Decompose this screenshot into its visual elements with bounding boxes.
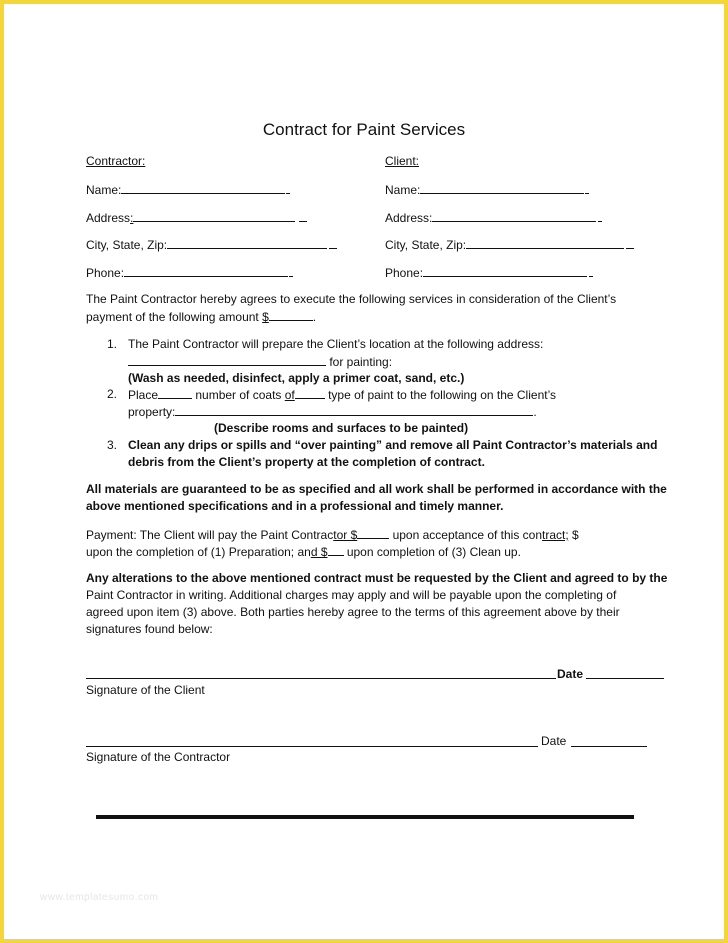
item-2-line-2: property: . — [128, 405, 537, 419]
payment-text-e: $ — [568, 528, 579, 542]
contractor-address-blank[interactable] — [133, 210, 295, 222]
item-1-line-1: The Paint Contractor will prepare the Client’s location at the following address: — [128, 337, 544, 351]
contractor-address-label: Address — [86, 211, 131, 225]
intro-period: . — [312, 310, 317, 324]
contractor-phone-label: Phone: — [86, 266, 125, 280]
contractor-signature-line[interactable] — [86, 746, 538, 747]
payment-text-g: d $ — [310, 545, 328, 559]
item-2-of: of — [284, 388, 295, 402]
client-address-label: Address: — [385, 211, 433, 225]
intro-line-1: The Paint Contractor hereby agrees to execute the following services in consideration of the Client’s — [86, 292, 617, 306]
intro-amount-blank[interactable] — [269, 309, 313, 321]
item-2-number: 2. — [107, 387, 118, 401]
item-2-place-blank[interactable] — [158, 387, 192, 399]
guarantee-line-1: All materials are guaranteed to be as specified and all work shall be performed in accordance with the — [86, 482, 667, 496]
contractor-city-label: City, State, Zip: — [86, 238, 168, 252]
contractor-heading: Contractor: — [86, 154, 146, 168]
client-city-blank[interactable] — [466, 237, 624, 249]
item-1-line-2 — [128, 354, 392, 370]
client-phone-field[interactable] — [385, 265, 593, 281]
client-phone-label: Phone: — [385, 266, 424, 280]
client-phone-blank[interactable] — [423, 265, 587, 277]
bottom-rule — [96, 815, 634, 819]
client-signature-label: Signature of the Client — [86, 683, 205, 697]
payment-text-c: upon acceptance of this con — [389, 528, 543, 542]
guarantee-line-2: above mentioned specifications and in a professional and timely manner. — [86, 499, 504, 513]
payment-line-2 — [86, 544, 521, 560]
intro-amount-text: payment of the following amount — [86, 310, 263, 324]
alterations-line-4: signatures found below: — [86, 622, 213, 636]
contractor-phone-field[interactable] — [86, 265, 293, 281]
item-3-line-2: debris from the Client’s property at the completion of contract. — [128, 455, 485, 469]
client-name-label: Name: — [385, 183, 421, 197]
payment-text-a: Payment: The Client will pay the Paint Contrac — [86, 528, 334, 542]
item-2-coats-blank[interactable] — [295, 387, 325, 399]
item-2-line-1 — [128, 387, 556, 403]
item-2-place: Place — [128, 388, 159, 402]
contractor-date-line[interactable] — [571, 746, 647, 747]
client-city-label: City, State, Zip: — [385, 238, 467, 252]
item-2-property-blank[interactable] — [175, 404, 533, 416]
client-city-field[interactable] — [385, 237, 634, 253]
item-1-for-painting: for painting: — [326, 355, 393, 369]
item-2-line-3: (Describe rooms and surfaces to be painted) — [214, 421, 469, 435]
alterations-line-2: Paint Contractor in writing. Additional charges may apply and will be payable upon the completing of — [86, 588, 617, 602]
client-date-label: Date — [557, 667, 584, 681]
contractor-name-label: Name: — [86, 183, 122, 197]
item-3-line-1: Clean any drips or spills and “over painting” and remove all Paint Contractor’s materials and — [128, 438, 658, 452]
client-date-line[interactable] — [586, 678, 664, 679]
document-title: Contract for Paint Services — [262, 120, 466, 139]
alterations-line-3: agreed upon item (3) above. Both parties hereby agree to the terms of this agreement above by their — [86, 605, 620, 619]
contractor-name-field[interactable] — [86, 182, 290, 198]
item-2-type-of-paint: type of paint to the following on the Client’s — [324, 388, 557, 402]
watermark: www.templatesumo.com — [40, 892, 159, 903]
item-1-line-3: (Wash as needed, disinfect, apply a primer coat, sand, etc.) — [128, 371, 465, 385]
contractor-name-blank[interactable] — [121, 182, 285, 194]
item-2-number-of-coats: number of coats — [192, 388, 285, 402]
contractor-address-colon: : — [130, 211, 134, 225]
payment-line-1 — [86, 527, 579, 543]
payment-text-d: tract; — [542, 528, 569, 542]
contractor-phone-blank[interactable] — [124, 265, 288, 277]
item-1-number: 1. — [107, 337, 118, 351]
payment-preparation-blank[interactable] — [328, 544, 344, 556]
payment-text-h: upon completion of (3) Clean up. — [343, 545, 521, 559]
contractor-date-label: Date — [541, 734, 567, 748]
payment-text-b: tor $ — [333, 528, 358, 542]
contractor-address-field[interactable] — [86, 210, 307, 226]
client-name-field[interactable] — [385, 182, 589, 198]
contractor-city-field[interactable] — [86, 237, 337, 253]
client-address-blank[interactable] — [432, 210, 596, 222]
contractor-signature-label: Signature of the Contractor — [86, 750, 231, 764]
client-address-field[interactable] — [385, 210, 602, 226]
item-2-property-label: property: — [128, 405, 176, 419]
item-1-address-blank[interactable] — [128, 354, 326, 366]
intro-dollar-sign: $ — [262, 310, 269, 324]
payment-acceptance-blank[interactable] — [357, 527, 389, 539]
client-heading: Client: — [385, 154, 420, 168]
intro-line-2 — [86, 309, 316, 325]
contractor-city-blank[interactable] — [167, 237, 327, 249]
item-3-number: 3. — [107, 438, 118, 452]
alterations-line-1: Any alterations to the above mentioned contract must be requested by the Client and agreed to by the — [86, 571, 668, 585]
payment-text-f: upon the completion of (1) Preparation; an — [86, 545, 311, 559]
client-name-blank[interactable] — [420, 182, 584, 194]
client-signature-line[interactable] — [86, 678, 556, 679]
